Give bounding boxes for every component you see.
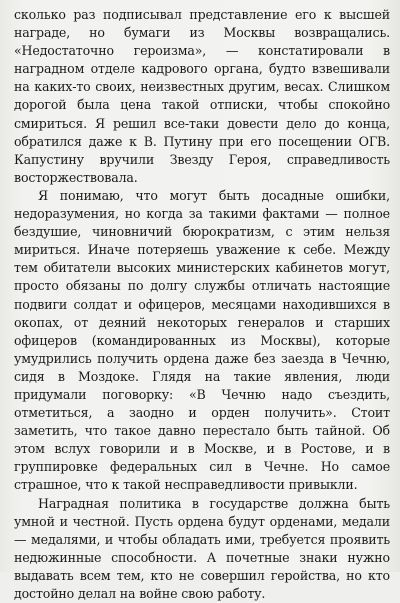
paragraph-2: Я понимаю, что могут быть досадные ошибки, недоразумения, но когда за такими фактами — полное бездушие, чиновничий бюрократизм, с этим нельзя мириться. Иначе потеряешь уважение к себе. Между тем обитатели высоких министерских кабинетов могут, просто обязаны по долгу службы отличать настоящие подвиги солдат и офицеров, месяцами находившихся в окопах, от деяний некоторых генералов и старших офицеров (командированных из Москвы), которые умудрились получить ордена даже без заезда в Чечню, сидя в Моздоке. Глядя на такие явления, люди придумали поговорку: «В Чечню надо съездить, отметиться, а заодно и орден получить». Стоит заметить, что такое давно перестало быть тайной. Об этом вслух говорили и в Москве, и в Ростове, и в группировке федеральных сил в Чечне. Но самое страшное, что к такой несправедливости привыкли. [14, 187, 390, 493]
paragraph-1: сколько раз подписывал представление его к высшей награде, но бумаги из Москвы возвращались. «Недостаточно героизма», — констатировали в наградном отделе кадрового органа, будто взвешивали на каких-то своих, неизвестных другим, весах. Слишком дорогой была цена такой отписки, чтобы спокойно смириться. Я решил все-таки довести дело до конца, обратился даже к В. Путину при его посещении ОГВ. Капустину вручили Звезду Героя, справедливость восторжествовала. [14, 7, 390, 185]
article-text [14, 6, 390, 603]
paragraph-3: Наградная политика в государстве должна быть умной и честной. Пусть ордена будут орденами, медали — медалями, и чтобы обладать ими, требуется проявить недюжинные способности. А почетные знаки нужно выдавать всем тем, кто не совершил геройства, но кто достойно делал на войне свою работу. [14, 495, 390, 601]
